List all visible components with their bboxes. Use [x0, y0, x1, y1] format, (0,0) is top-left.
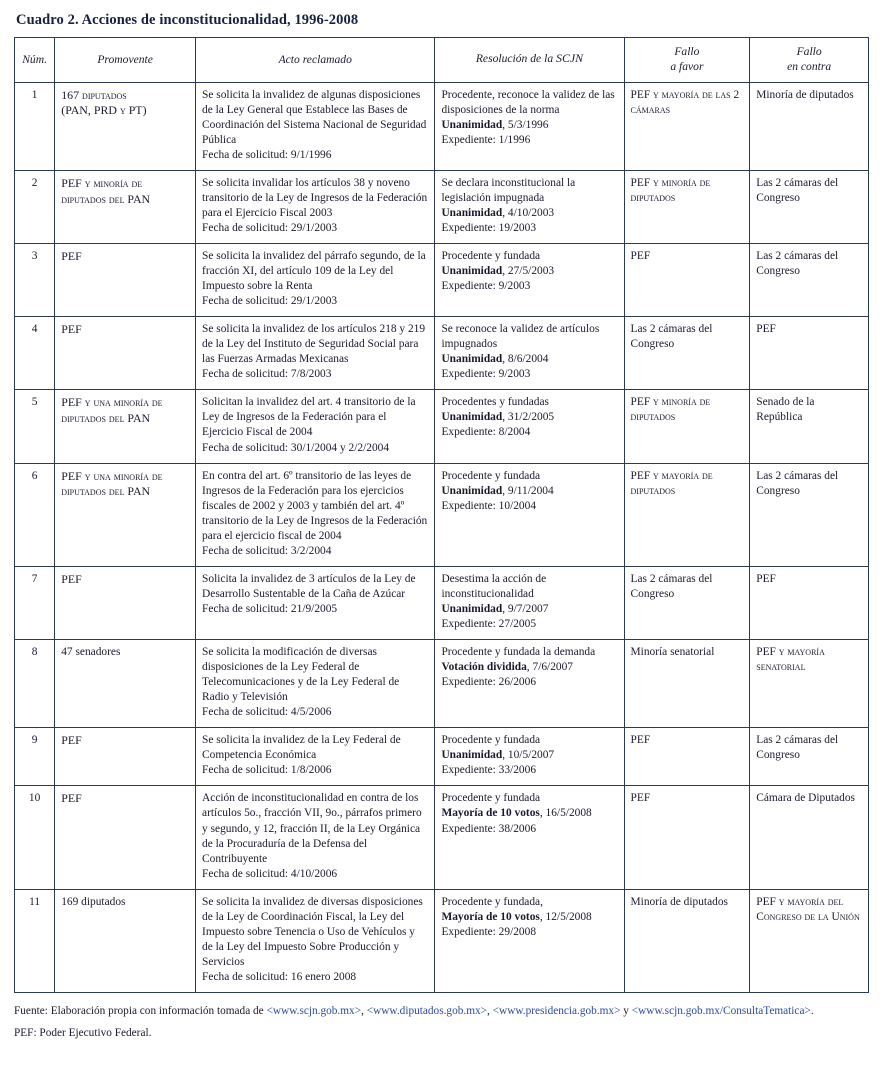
cell-promovente — [55, 244, 196, 317]
resolucion-fecha: , 16/5/2008 — [539, 807, 592, 820]
promovente-line1: PEF — [61, 791, 82, 806]
acto-fecha: Fecha de solicitud: 7/8/2003 — [202, 368, 332, 381]
resolucion-votacion: Unanimidad — [441, 353, 503, 366]
resolucion-expediente: Expediente: 19/2003 — [441, 221, 537, 234]
column-header-resolucion — [435, 38, 624, 83]
acto-fecha: Fecha de solicitud: 21/9/2005 — [202, 602, 338, 615]
abbreviation-note: PEF: Poder Ejecutivo Federal. — [14, 1027, 152, 1040]
resolucion-expediente: Expediente: 8/2004 — [441, 426, 531, 439]
resolucion-texto: Procedente y fundada — [441, 792, 541, 805]
resolucion-fecha: , 5/3/1996 — [502, 118, 549, 131]
cell-promovente — [55, 889, 196, 992]
resolucion-expediente: Expediente: 27/2005 — [441, 618, 537, 630]
column-header-fallo-favor-line1: Fallo — [674, 45, 700, 58]
cell-num: 9 — [15, 728, 55, 786]
cell-num: 3 — [15, 244, 55, 317]
promovente-line1: PEF y una minoría de — [61, 468, 163, 483]
cell-num: 4 — [15, 317, 55, 390]
acto-fecha: Fecha de solicitud: 9/1/1996 — [202, 148, 332, 161]
cell-acto-reclamado — [196, 463, 435, 566]
resolucion-fecha: , 27/5/2003 — [502, 265, 555, 278]
cell-fallo-contra: PEF y mayoría senatorial — [750, 640, 869, 728]
cell-fallo-favor: PEF y mayoría de las 2 cámaras — [624, 82, 750, 170]
acto-fecha: Fecha de solicitud: 29/1/2003 — [202, 221, 338, 234]
cell-resolucion — [435, 786, 624, 889]
promovente-line1: PEF — [61, 249, 82, 264]
column-header-fallo-contra-line2: en contra — [787, 60, 832, 74]
acto-texto: Se solicita la invalidez de diversas disposiciones de la Ley de Coordinación Fiscal, la Ley del Impuesto sobre Tenencia o Uso de Vehículos y de la Ley del Impuesto Sobre Producción y Servicios — [202, 895, 423, 968]
resolucion-texto: Se declara inconstitucional la legislación impugnada — [441, 176, 576, 204]
cell-acto-reclamado — [196, 889, 435, 992]
table-footer — [14, 1003, 869, 1042]
cell-resolucion — [435, 317, 624, 390]
resolucion-votacion: Mayoría de 10 votos — [441, 910, 540, 923]
cell-acto-reclamado — [196, 566, 435, 639]
source-sep-4: . — [810, 1004, 814, 1017]
resolucion-fecha: , 8/6/2004 — [502, 353, 549, 366]
cell-promovente — [55, 566, 196, 639]
resolucion-expediente: Expediente: 33/2006 — [441, 764, 537, 777]
acto-fecha: Fecha de solicitud: 4/5/2006 — [202, 706, 332, 719]
source-link-scjn[interactable]: <www.scjn.gob.mx> — [266, 1004, 362, 1017]
cell-num: 11 — [15, 889, 55, 992]
cell-promovente — [55, 463, 196, 566]
resolucion-votacion: Unanimidad — [441, 265, 503, 278]
column-header-fallo-favor-line2: a favor — [670, 60, 704, 74]
table-row — [15, 728, 869, 786]
cell-resolucion — [435, 889, 624, 992]
cell-fallo-contra: Las 2 cámaras del Congreso — [750, 170, 869, 243]
resolucion-texto: Procedente y fundada — [441, 734, 541, 747]
acto-texto: Se solicita la invalidez de los artículos 218 y 219 de la Ley del Instituto de Seguridad Social para las Fuerzas Armadas Mexicanas — [202, 323, 426, 366]
cell-resolucion — [435, 566, 624, 639]
cell-acto-reclamado — [196, 786, 435, 889]
resolucion-fecha: , 4/10/2003 — [502, 206, 555, 219]
resolucion-texto: Procedente y fundada — [441, 250, 541, 263]
resolucion-fecha: , 12/5/2008 — [539, 910, 592, 923]
cell-fallo-favor: PEF y minoría de diputados — [624, 170, 750, 243]
cell-fallo-contra: Senado de la República — [750, 390, 869, 463]
table-row — [15, 317, 869, 390]
cell-promovente — [55, 82, 196, 170]
acto-texto: Solicita la invalidez de 3 artículos de la Ley de Desarrollo Sustentable de la Caña de Azúcar — [202, 572, 416, 600]
acto-texto: Se solicita la modificación de diversas disposiciones de la Ley Federal de Telecomunicaciones y de la Ley Federal de Radio y Televisión — [202, 646, 400, 704]
cell-fallo-favor: PEF — [624, 728, 750, 786]
promovente-line2: diputados del PAN — [61, 411, 151, 426]
cell-acto-reclamado — [196, 728, 435, 786]
cell-acto-reclamado — [196, 390, 435, 463]
cell-promovente — [55, 640, 196, 728]
promovente-line1: PEF — [61, 322, 82, 337]
cell-fallo-contra: PEF y mayoría del Congreso de la Unión — [750, 889, 869, 992]
source-sep-1: , — [361, 1004, 367, 1017]
resolucion-votacion: Unanimidad — [441, 411, 503, 424]
cell-num: 5 — [15, 390, 55, 463]
cell-promovente — [55, 786, 196, 889]
promovente-line2: diputados del PAN — [61, 191, 151, 206]
acto-fecha: Fecha de solicitud: 30/1/2004 y 2/2/2004 — [202, 441, 390, 454]
column-header-acto-reclamado: Acto reclamado — [196, 38, 435, 83]
table-header-row — [15, 38, 869, 83]
acciones-inconstitucionalidad-table — [14, 37, 869, 993]
resolucion-expediente: Expediente: 10/2004 — [441, 499, 537, 512]
cell-fallo-contra: Las 2 cámaras del Congreso — [750, 728, 869, 786]
acto-fecha: Fecha de solicitud: 16 enero 2008 — [202, 970, 357, 983]
resolucion-texto: Procedentes y fundadas — [441, 396, 549, 409]
cell-fallo-contra: Las 2 cámaras del Congreso — [750, 463, 869, 566]
column-header-fallo-favor — [624, 38, 750, 83]
table-row — [15, 170, 869, 243]
column-header-fallo-contra-line1: Fallo — [796, 45, 822, 58]
resolucion-expediente: Expediente: 26/2006 — [441, 676, 537, 689]
column-header-resolucion-scjn: SCJN — [556, 51, 584, 66]
resolucion-fecha: , 10/5/2007 — [502, 749, 555, 762]
resolucion-texto: Se reconoce la validez de artículos impugnados — [441, 323, 600, 351]
promovente-line2: (PAN, PRD y PT) — [61, 103, 147, 118]
acto-fecha: Fecha de solicitud: 29/1/2003 — [202, 295, 338, 308]
column-header-resolucion-text: Resolución de la — [475, 52, 557, 66]
resolucion-texto: Procedente y fundada, — [441, 895, 543, 908]
cell-acto-reclamado — [196, 82, 435, 170]
source-sep-3: y — [620, 1004, 632, 1017]
source-link-diputados[interactable]: <www.diputados.gob.mx> — [366, 1004, 488, 1017]
resolucion-texto: Procedente y fundada la demanda — [441, 646, 596, 659]
table-row — [15, 390, 869, 463]
resolucion-texto: Procedente, reconoce la validez de las disposiciones de la norma — [441, 88, 615, 116]
resolucion-votacion: Unanimidad — [441, 484, 503, 497]
table-row — [15, 640, 869, 728]
cell-resolucion — [435, 82, 624, 170]
resolucion-texto: Desestima la acción de inconstitucionalidad — [441, 572, 547, 600]
resolucion-votacion: Unanimidad — [441, 749, 503, 762]
resolucion-expediente: Expediente: 9/2003 — [441, 368, 531, 381]
promovente-line1: 47 senadores — [61, 646, 121, 659]
source-link-consulta-tematica[interactable]: <www.scjn.gob.mx/ConsultaTematica> — [631, 1004, 811, 1017]
cell-num: 2 — [15, 170, 55, 243]
cell-num: 6 — [15, 463, 55, 566]
cell-resolucion — [435, 463, 624, 566]
cell-fallo-contra: PEF — [750, 566, 869, 639]
acto-fecha: Fecha de solicitud: 1/8/2006 — [202, 764, 332, 777]
table-row — [15, 786, 869, 889]
column-header-fallo-contra — [750, 38, 869, 83]
cell-fallo-favor: Las 2 cámaras del Congreso — [624, 566, 750, 639]
promovente-line1: 167 diputados — [61, 87, 127, 102]
cell-acto-reclamado — [196, 170, 435, 243]
table-row — [15, 463, 869, 566]
cell-promovente — [55, 728, 196, 786]
resolucion-expediente: Expediente: 1/1996 — [441, 133, 531, 146]
promovente-line1: PEF — [61, 571, 82, 586]
cell-fallo-contra: Minoría de diputados — [750, 82, 869, 170]
resolucion-votacion: Unanimidad — [441, 118, 503, 131]
cell-fallo-favor: PEF y minoría de diputados — [624, 390, 750, 463]
acto-texto: Se solicita la invalidez del párrafo segundo, de la fracción XI, del artículo 109 de la Ley del Impuesto sobre la Renta — [202, 250, 426, 293]
cell-num: 10 — [15, 786, 55, 889]
cell-acto-reclamado — [196, 317, 435, 390]
resolucion-fecha: , 9/11/2004 — [502, 484, 554, 497]
table-header — [15, 38, 869, 83]
cell-acto-reclamado — [196, 244, 435, 317]
acto-texto: En contra del art. 6º transitorio de las leyes de Ingresos de la Federación para los ejercicios fiscales de 2002 y 2003 y también del art. 4º transitorio de la Ley de Ingresos de la Federación para el ejercicio fiscal de 2004 — [202, 469, 428, 542]
cell-fallo-favor: PEF y mayoría de diputados — [624, 463, 750, 566]
cell-num: 7 — [15, 566, 55, 639]
column-header-num: Núm. — [15, 38, 55, 83]
resolucion-texto: Procedente y fundada — [441, 469, 541, 482]
cell-promovente — [55, 317, 196, 390]
resolucion-expediente: Expediente: 38/2006 — [441, 822, 537, 835]
resolucion-votacion: Mayoría de 10 votos — [441, 807, 540, 820]
promovente-line1: PEF y minoría de — [61, 175, 143, 190]
cell-resolucion — [435, 728, 624, 786]
cell-promovente — [55, 390, 196, 463]
source-link-presidencia[interactable]: <www.presidencia.gob.mx> — [492, 1004, 621, 1017]
resolucion-votacion: Unanimidad — [441, 602, 503, 615]
cell-acto-reclamado — [196, 640, 435, 728]
cell-fallo-favor: Minoría senatorial — [624, 640, 750, 728]
resolucion-expediente: Expediente: 29/2008 — [441, 925, 537, 938]
cell-promovente — [55, 170, 196, 243]
cell-fallo-favor: Minoría de diputados — [624, 889, 750, 992]
page-title: Cuadro 2. Acciones de inconstitucionalidad, 1996-2008 — [16, 12, 359, 28]
table-row — [15, 889, 869, 992]
resolucion-votacion: Votación dividida — [441, 661, 527, 674]
resolucion-expediente: Expediente: 9/2003 — [441, 280, 531, 293]
acto-texto: Se solicita la invalidez de algunas disposiciones de la Ley General que Establece las Bases de Coordinación del Sistema Nacional de Seguridad Pública — [202, 88, 427, 146]
acto-texto: Se solicita invalidar los artículos 38 y noveno transitorio de la Ley de Ingresos de la Federación para el Ejercicio Fiscal 2003 — [202, 176, 428, 219]
promovente-line1: 169 diputados — [61, 895, 126, 908]
resolucion-fecha: , 31/2/2005 — [502, 411, 555, 424]
cell-resolucion — [435, 390, 624, 463]
cell-resolucion — [435, 244, 624, 317]
cell-fallo-contra: Cámara de Diputados — [750, 786, 869, 889]
cell-resolucion — [435, 170, 624, 243]
cell-resolucion — [435, 640, 624, 728]
acto-fecha: Fecha de solicitud: 4/10/2006 — [202, 867, 338, 880]
resolucion-votacion: Unanimidad — [441, 206, 503, 219]
cell-num: 8 — [15, 640, 55, 728]
acto-fecha: Fecha de solicitud: 3/2/2004 — [202, 544, 332, 557]
promovente-line1: PEF y una minoría de — [61, 395, 163, 410]
acto-texto: Solicitan la invalidez del art. 4 transitorio de la Ley de Ingresos de la Federación para el Ejercicio Fiscal de 2004 — [202, 396, 416, 439]
promovente-line1: PEF — [61, 733, 82, 748]
source-sep-2: , — [487, 1004, 493, 1017]
table-row — [15, 244, 869, 317]
column-header-promovente: Promovente — [55, 38, 196, 83]
table-row — [15, 82, 869, 170]
table-body — [15, 82, 869, 992]
cell-fallo-favor: PEF — [624, 786, 750, 889]
promovente-line2: diputados del PAN — [61, 484, 151, 499]
cell-num: 1 — [15, 82, 55, 170]
cell-fallo-favor: PEF — [624, 244, 750, 317]
cell-fallo-contra: Las 2 cámaras del Congreso — [750, 244, 869, 317]
resolucion-fecha: , 7/6/2007 — [526, 661, 573, 674]
source-prefix: Fuente: Elaboración propia con información tomada de — [14, 1004, 267, 1017]
acto-texto: Se solicita la invalidez de la Ley Federal de Competencia Económica — [202, 734, 401, 762]
cell-fallo-favor: Las 2 cámaras del Congreso — [624, 317, 750, 390]
acto-texto: Acción de inconstitucionalidad en contra de los artículos 5o., fracción VII, 9o., párrafos primero y segundo, y 12, fracción II, de la Ley Orgánica de la Procuraduría de la Defensa del Contribuyente — [202, 792, 422, 865]
source-note — [14, 1003, 869, 1019]
cell-fallo-contra: PEF — [750, 317, 869, 390]
table-row — [15, 566, 869, 639]
resolucion-fecha: , 9/7/2007 — [502, 602, 549, 615]
